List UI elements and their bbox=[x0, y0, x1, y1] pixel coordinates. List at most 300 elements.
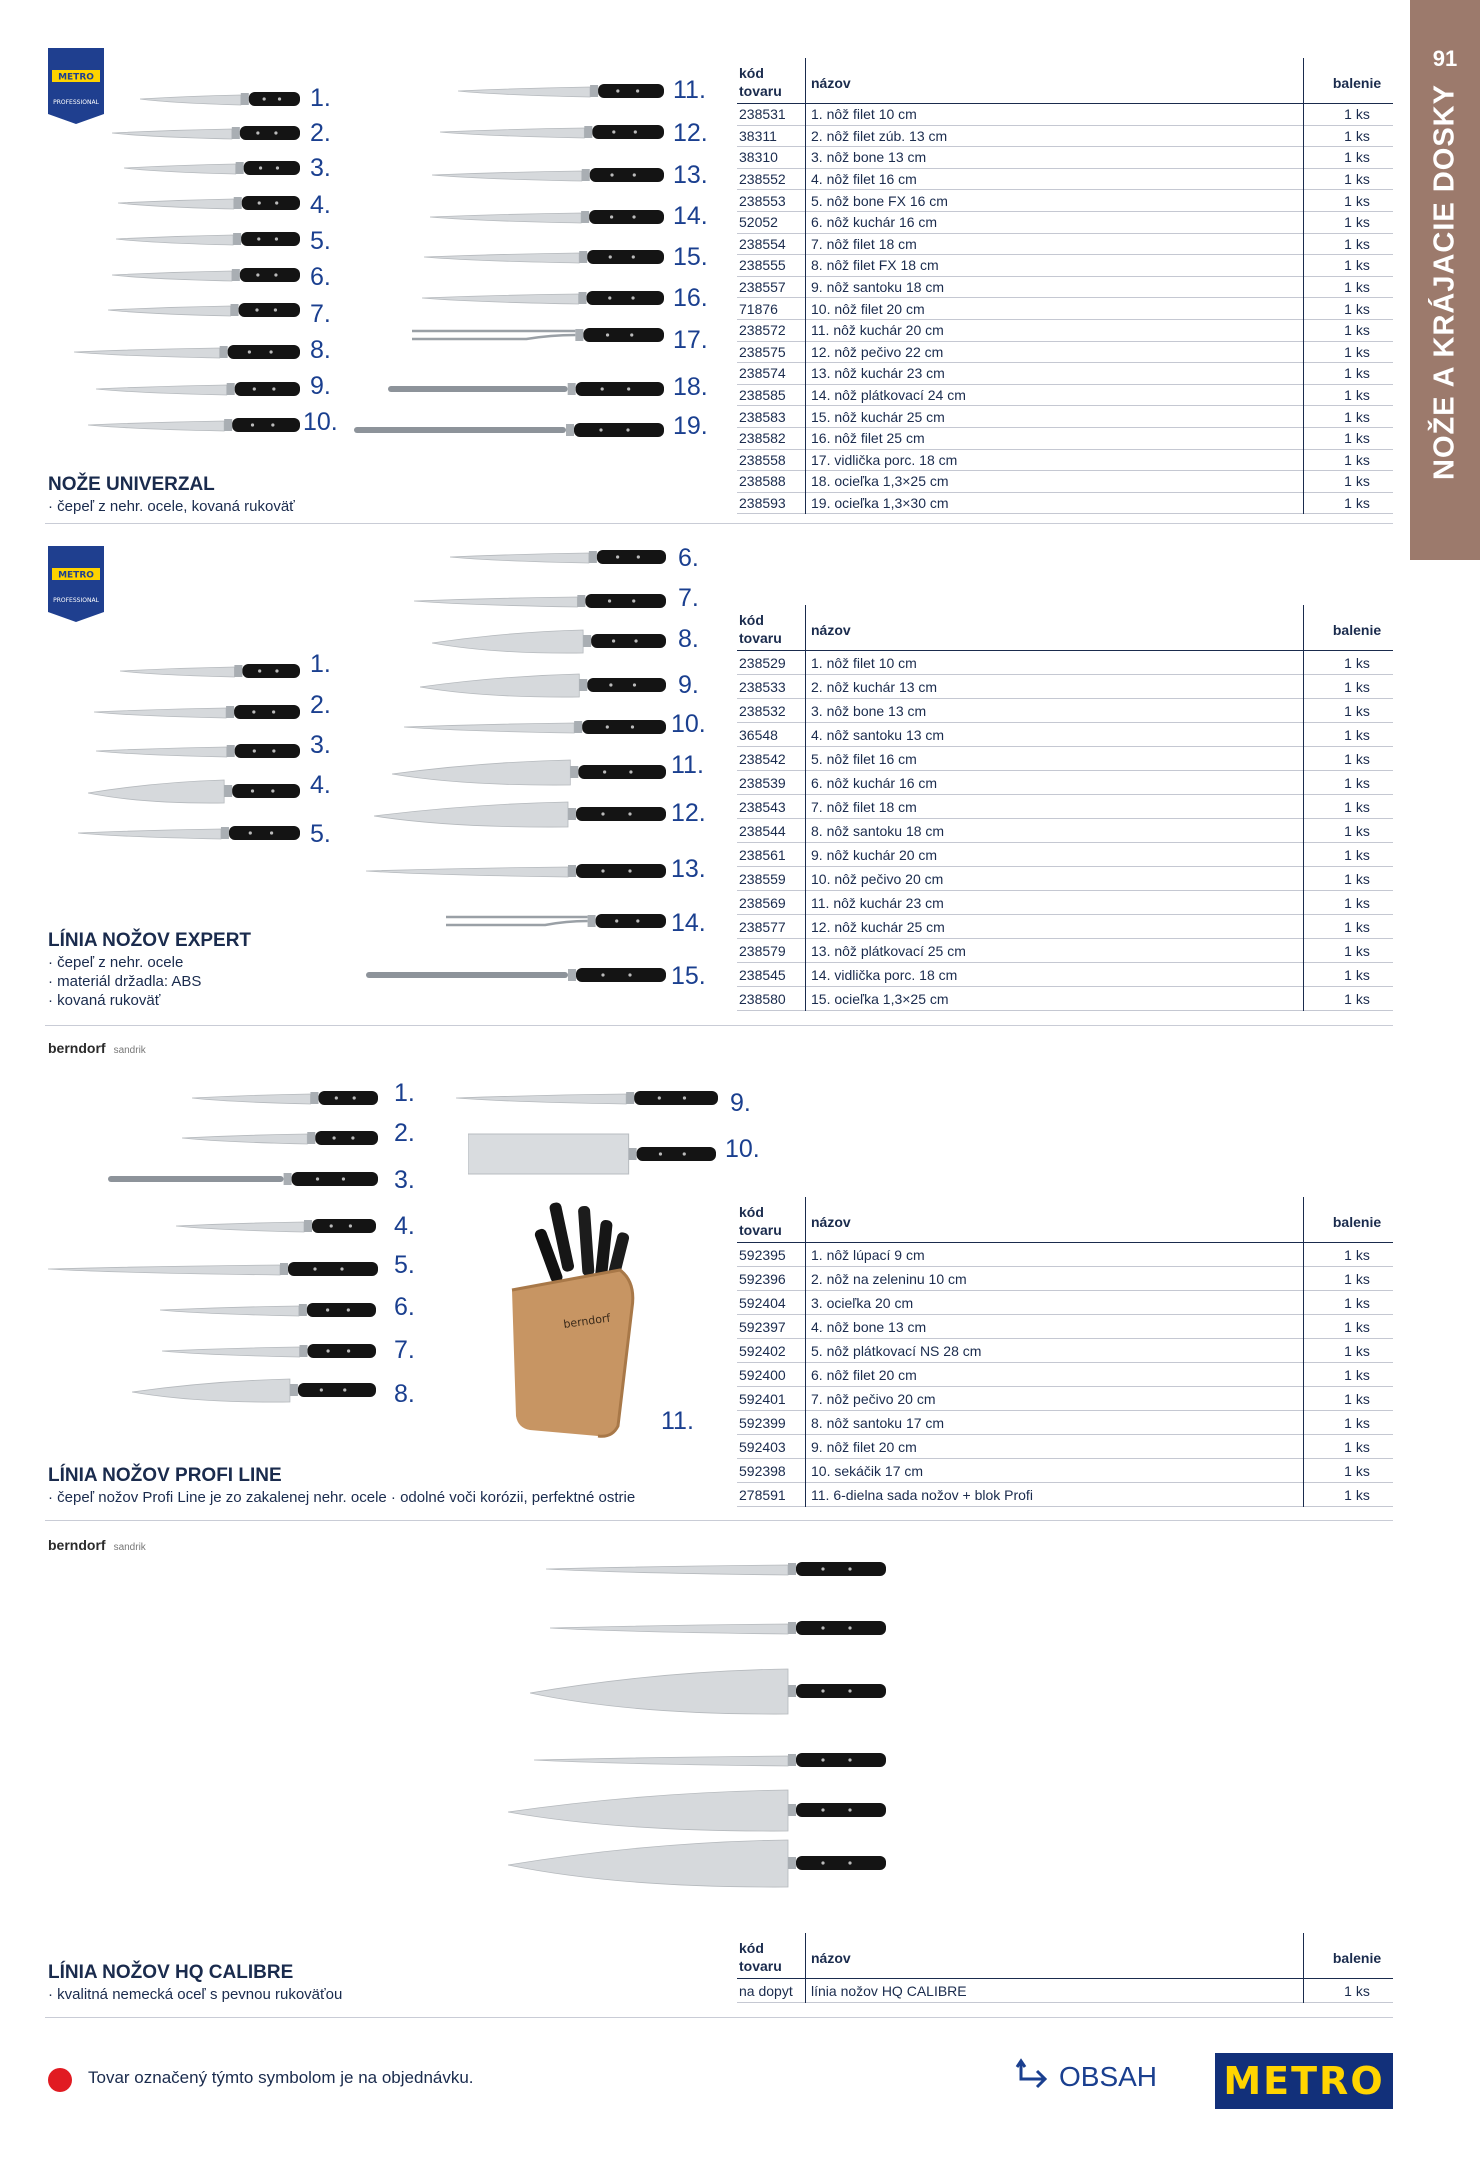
product-pack: 1 ks bbox=[1344, 149, 1370, 166]
item-number: 9. bbox=[678, 671, 699, 699]
table-row bbox=[737, 234, 1393, 256]
column-rule bbox=[805, 58, 806, 103]
item-number: 8. bbox=[678, 625, 699, 653]
product-code: 238588 bbox=[739, 473, 786, 490]
product-name: 6. nôž filet 20 cm bbox=[811, 1366, 917, 1383]
table-header bbox=[737, 1197, 1393, 1243]
product-name: 4. nôž santoku 13 cm bbox=[811, 726, 945, 743]
product-code: 238580 bbox=[739, 990, 786, 1007]
knife-image bbox=[456, 1087, 718, 1109]
item-number: 16. bbox=[673, 284, 708, 312]
product-code: 238558 bbox=[739, 451, 786, 468]
item-number: 3. bbox=[394, 1166, 415, 1194]
product-pack: 1 ks bbox=[1344, 279, 1370, 296]
product-pack: 1 ks bbox=[1344, 822, 1370, 839]
item-number: 15. bbox=[671, 962, 706, 990]
product-pack: 1 ks bbox=[1344, 473, 1370, 490]
product-pack: 1 ks bbox=[1344, 846, 1370, 863]
knife-image bbox=[120, 660, 300, 682]
product-code: 592399 bbox=[739, 1414, 786, 1431]
product-code: 592401 bbox=[739, 1390, 786, 1407]
product-code: 592398 bbox=[739, 1462, 786, 1479]
table-row bbox=[737, 891, 1393, 915]
item-number: 4. bbox=[310, 191, 331, 219]
product-pack: 1 ks bbox=[1344, 966, 1370, 983]
table-row bbox=[737, 298, 1393, 320]
table-header bbox=[737, 1933, 1393, 1979]
product-code: 238561 bbox=[739, 846, 786, 863]
item-number: 18. bbox=[673, 373, 708, 401]
footer-note: Tovar označený týmto symbolom je na objednávku. bbox=[88, 2068, 474, 2087]
section-title: NOŽE UNIVERZAL bbox=[48, 474, 215, 495]
item-number: 4. bbox=[310, 771, 331, 799]
section-divider bbox=[45, 1520, 1393, 1521]
knife-image bbox=[534, 1746, 886, 1774]
item-number: 17. bbox=[673, 326, 708, 354]
product-code: na dopyt bbox=[739, 1982, 793, 1999]
product-name: 11. nôž kuchár 23 cm bbox=[811, 894, 944, 911]
product-pack: 1 ks bbox=[1344, 702, 1370, 719]
product-code: 592395 bbox=[739, 1246, 786, 1263]
header-code: kód tovaru bbox=[739, 612, 782, 646]
product-name: 5. nôž plátkovací NS 28 cm bbox=[811, 1342, 982, 1359]
column-rule bbox=[1303, 1197, 1304, 1242]
product-code: 238585 bbox=[739, 387, 786, 404]
product-name: 5. nôž filet 16 cm bbox=[811, 750, 917, 767]
table-row bbox=[737, 190, 1393, 212]
header-pack: balenie bbox=[1332, 1214, 1382, 1230]
knife-image bbox=[422, 287, 664, 309]
chef-image bbox=[132, 1377, 376, 1403]
column-rule bbox=[805, 1933, 806, 1978]
section-bullets bbox=[48, 1985, 342, 2004]
svg-text:berndorf: berndorf bbox=[562, 1311, 612, 1331]
table-row bbox=[737, 147, 1393, 169]
product-name: 6. nôž kuchár 16 cm bbox=[811, 774, 938, 791]
column-rule bbox=[1303, 58, 1304, 103]
knife-image bbox=[108, 299, 300, 321]
item-number: 4. bbox=[394, 1212, 415, 1240]
product-pack: 1 ks bbox=[1344, 1414, 1370, 1431]
item-number: 2. bbox=[394, 1119, 415, 1147]
product-code: 238577 bbox=[739, 918, 786, 935]
table-row bbox=[737, 1459, 1393, 1483]
knife-image bbox=[162, 1340, 376, 1362]
item-number: 7. bbox=[678, 584, 699, 612]
product-pack: 1 ks bbox=[1344, 1294, 1370, 1311]
knife-image bbox=[432, 164, 664, 186]
table-header bbox=[737, 605, 1393, 651]
obsah-label: OBSAH bbox=[1059, 2061, 1158, 2092]
column-rule bbox=[1303, 651, 1304, 1011]
product-code: 238543 bbox=[739, 798, 786, 815]
table-row bbox=[737, 963, 1393, 987]
bullet: · kovaná rukoväť bbox=[48, 992, 161, 1009]
chef-image bbox=[508, 1788, 886, 1832]
product-pack: 1 ks bbox=[1344, 1982, 1370, 1999]
product-code: 238552 bbox=[739, 171, 786, 188]
product-code: 238544 bbox=[739, 822, 786, 839]
item-number: 5. bbox=[310, 227, 331, 255]
product-pack: 1 ks bbox=[1344, 171, 1370, 188]
header-name: názov bbox=[811, 1950, 851, 1966]
product-code: 38310 bbox=[739, 149, 778, 166]
product-code: 238579 bbox=[739, 942, 786, 959]
item-number: 2. bbox=[310, 691, 331, 719]
table-row bbox=[737, 915, 1393, 939]
berndorf-logo: berndorf sandrik bbox=[48, 1537, 146, 1553]
table-row bbox=[737, 428, 1393, 450]
table-row bbox=[737, 471, 1393, 493]
product-pack: 1 ks bbox=[1344, 365, 1370, 382]
table-row bbox=[737, 939, 1393, 963]
svg-text:PROFESSIONAL: PROFESSIONAL bbox=[53, 99, 99, 106]
knife-image bbox=[404, 716, 666, 738]
product-code: 238593 bbox=[739, 494, 786, 511]
column-rule bbox=[1303, 605, 1304, 650]
product-pack: 1 ks bbox=[1344, 1270, 1370, 1287]
product-pack: 1 ks bbox=[1344, 990, 1370, 1007]
header-code: kód tovaru bbox=[739, 1940, 782, 1974]
section-divider bbox=[45, 1025, 1393, 1026]
item-number: 11. bbox=[661, 1407, 694, 1435]
table-row bbox=[737, 843, 1393, 867]
product-name: 6. nôž kuchár 16 cm bbox=[811, 214, 938, 231]
table-row bbox=[737, 450, 1393, 472]
rod-image bbox=[388, 382, 664, 396]
table-header bbox=[737, 58, 1393, 104]
item-number: 6. bbox=[310, 263, 331, 291]
rod-image bbox=[366, 968, 666, 982]
column-rule bbox=[1303, 1979, 1304, 2003]
item-number: 9. bbox=[310, 372, 331, 400]
item-number: 5. bbox=[310, 820, 331, 848]
product-name: línia nožov HQ CALIBRE bbox=[811, 1982, 967, 1999]
table-row bbox=[737, 1979, 1393, 2003]
product-pack: 1 ks bbox=[1344, 1390, 1370, 1407]
table-row bbox=[737, 1435, 1393, 1459]
header-pack: balenie bbox=[1332, 1950, 1382, 1966]
column-rule bbox=[805, 651, 806, 1011]
column-rule bbox=[805, 1979, 806, 2003]
table-row bbox=[737, 406, 1393, 428]
knife-image bbox=[74, 341, 300, 363]
knife-image bbox=[88, 414, 300, 436]
table-row bbox=[737, 1411, 1393, 1435]
item-number: 10. bbox=[303, 408, 338, 436]
item-number: 9. bbox=[730, 1089, 751, 1117]
product-table-profi-line bbox=[737, 1197, 1393, 1507]
table-row bbox=[737, 1339, 1393, 1363]
item-number: 10. bbox=[671, 710, 706, 738]
product-table-univerzal bbox=[737, 58, 1393, 514]
product-name: 9. nôž santoku 18 cm bbox=[811, 279, 945, 296]
knife-image bbox=[96, 378, 300, 400]
product-code: 592404 bbox=[739, 1294, 786, 1311]
header-name: názov bbox=[811, 1214, 851, 1230]
column-rule bbox=[1303, 1243, 1304, 1507]
table-row bbox=[737, 675, 1393, 699]
item-number: 13. bbox=[673, 161, 708, 189]
section-bullets bbox=[48, 1488, 635, 1507]
product-name: 19. ocieľka 1,3×30 cm bbox=[811, 494, 949, 511]
order-symbol-dot bbox=[48, 2068, 72, 2092]
product-name: 15. nôž kuchár 25 cm bbox=[811, 408, 945, 425]
product-name: 17. vidlička porc. 18 cm bbox=[811, 451, 958, 468]
product-pack: 1 ks bbox=[1344, 1438, 1370, 1455]
knife-image bbox=[140, 88, 300, 110]
item-number: 7. bbox=[394, 1336, 415, 1364]
item-number: 6. bbox=[678, 544, 699, 572]
section-title: LÍNIA NOŽOV HQ CALIBRE bbox=[48, 1962, 294, 1983]
product-code: 592402 bbox=[739, 1342, 786, 1359]
column-rule bbox=[805, 1243, 806, 1507]
product-pack: 1 ks bbox=[1344, 678, 1370, 695]
product-table-expert bbox=[737, 605, 1393, 1011]
product-pack: 1 ks bbox=[1344, 870, 1370, 887]
knife-image bbox=[78, 822, 300, 844]
product-table-hq-calibre bbox=[737, 1933, 1393, 2003]
header-code: kód tovaru bbox=[739, 1204, 782, 1238]
item-number: 3. bbox=[310, 154, 331, 182]
product-code: 238557 bbox=[739, 279, 786, 296]
product-name: 15. ocieľka 1,3×25 cm bbox=[811, 990, 949, 1007]
chef-image bbox=[432, 628, 666, 654]
product-pack: 1 ks bbox=[1344, 106, 1370, 123]
product-name: 10. nôž filet 20 cm bbox=[811, 300, 925, 317]
table-row bbox=[737, 126, 1393, 148]
product-name: 3. ocieľka 20 cm bbox=[811, 1294, 914, 1311]
product-name: 11. 6-dielna sada nožov + blok Profi bbox=[811, 1486, 1033, 1503]
table-row bbox=[737, 277, 1393, 299]
product-name: 1. nôž filet 10 cm bbox=[811, 654, 917, 671]
product-pack: 1 ks bbox=[1344, 1366, 1370, 1383]
knife-image bbox=[458, 80, 664, 102]
table-row bbox=[737, 255, 1393, 277]
fork-image bbox=[412, 328, 664, 342]
product-code: 238555 bbox=[739, 257, 786, 274]
product-code: 238559 bbox=[739, 870, 786, 887]
product-code: 238574 bbox=[739, 365, 786, 382]
item-number: 7. bbox=[310, 300, 331, 328]
header-code: kód tovaru bbox=[739, 65, 782, 99]
chef-image bbox=[530, 1667, 886, 1715]
product-name: 3. nôž bone 13 cm bbox=[811, 702, 927, 719]
product-pack: 1 ks bbox=[1344, 750, 1370, 767]
product-pack: 1 ks bbox=[1344, 798, 1370, 815]
svg-text:METRO: METRO bbox=[58, 570, 94, 581]
table-row bbox=[737, 723, 1393, 747]
table-row bbox=[737, 1315, 1393, 1339]
svg-text:PROFESSIONAL: PROFESSIONAL bbox=[53, 597, 99, 604]
item-number: 6. bbox=[394, 1293, 415, 1321]
product-name: 1. nôž filet 10 cm bbox=[811, 106, 917, 123]
product-pack: 1 ks bbox=[1344, 774, 1370, 791]
product-name: 5. nôž bone FX 16 cm bbox=[811, 192, 948, 209]
item-number: 11. bbox=[671, 751, 704, 779]
bullet: · čepeľ z nehr. ocele bbox=[48, 954, 184, 971]
table-row bbox=[737, 651, 1393, 675]
header-pack: balenie bbox=[1332, 622, 1382, 638]
product-pack: 1 ks bbox=[1344, 408, 1370, 425]
product-code: 238531 bbox=[739, 106, 786, 123]
table-row bbox=[737, 771, 1393, 795]
product-code: 238583 bbox=[739, 408, 786, 425]
table-row bbox=[737, 493, 1393, 515]
berndorf-logo: berndorf sandrik bbox=[48, 1040, 146, 1056]
product-pack: 1 ks bbox=[1344, 918, 1370, 935]
product-name: 14. nôž plátkovací 24 cm bbox=[811, 387, 966, 404]
section-divider bbox=[45, 523, 1393, 524]
knife-image bbox=[118, 192, 300, 214]
product-code: 238554 bbox=[739, 235, 786, 252]
product-code: 592396 bbox=[739, 1270, 786, 1287]
product-pack: 1 ks bbox=[1344, 1462, 1370, 1479]
rod-image bbox=[108, 1172, 378, 1186]
column-rule bbox=[1303, 104, 1304, 514]
product-name: 9. nôž kuchár 20 cm bbox=[811, 846, 938, 863]
table-row bbox=[737, 747, 1393, 771]
rod-image bbox=[354, 423, 664, 437]
column-rule bbox=[805, 605, 806, 650]
knife-image bbox=[112, 264, 300, 286]
header-name: názov bbox=[811, 75, 851, 91]
product-name: 7. nôž filet 18 cm bbox=[811, 235, 917, 252]
knife-image bbox=[366, 860, 666, 882]
chef-image bbox=[392, 758, 666, 786]
product-code: 592403 bbox=[739, 1438, 786, 1455]
product-name: 2. nôž kuchár 13 cm bbox=[811, 678, 938, 695]
product-pack: 1 ks bbox=[1344, 214, 1370, 231]
chef-image bbox=[374, 800, 666, 828]
item-number: 14. bbox=[671, 909, 706, 937]
product-name: 18. ocieľka 1,3×25 cm bbox=[811, 473, 949, 490]
product-name: 8. nôž filet FX 18 cm bbox=[811, 257, 939, 274]
product-pack: 1 ks bbox=[1344, 343, 1370, 360]
item-number: 19. bbox=[673, 412, 708, 440]
bullet: · čepeľ nožov Profi Line je zo zakalenej nehr. ocele · odolné voči korózii, perfektné ostrie bbox=[48, 1489, 636, 1506]
product-pack: 1 ks bbox=[1344, 1486, 1370, 1503]
section-title: LÍNIA NOŽOV PROFI LINE bbox=[48, 1465, 282, 1486]
product-pack: 1 ks bbox=[1344, 322, 1370, 339]
item-number: 8. bbox=[310, 336, 331, 364]
table-row bbox=[737, 363, 1393, 385]
product-name: 4. nôž filet 16 cm bbox=[811, 171, 917, 188]
product-pack: 1 ks bbox=[1344, 654, 1370, 671]
product-name: 7. nôž pečivo 20 cm bbox=[811, 1390, 936, 1407]
product-code: 238539 bbox=[739, 774, 786, 791]
product-code: 238542 bbox=[739, 750, 786, 767]
product-pack: 1 ks bbox=[1344, 257, 1370, 274]
product-name: 3. nôž bone 13 cm bbox=[811, 149, 927, 166]
item-number: 1. bbox=[394, 1079, 415, 1107]
column-rule bbox=[1303, 1933, 1304, 1978]
table-row bbox=[737, 1387, 1393, 1411]
product-pack: 1 ks bbox=[1344, 1342, 1370, 1359]
section-divider bbox=[45, 2017, 1393, 2018]
item-number: 10. bbox=[725, 1135, 760, 1163]
product-pack: 1 ks bbox=[1344, 1318, 1370, 1335]
product-name: 11. nôž kuchár 20 cm bbox=[811, 322, 944, 339]
table-row bbox=[737, 212, 1393, 234]
item-number: 1. bbox=[310, 84, 331, 112]
product-pack: 1 ks bbox=[1344, 1246, 1370, 1263]
section-title: LÍNIA NOŽOV EXPERT bbox=[48, 930, 252, 951]
product-name: 2. nôž filet zúb. 13 cm bbox=[811, 127, 948, 144]
knife-image bbox=[96, 740, 300, 762]
bullet: · kvalitná nemecká oceľ s pevnou rukoväťou bbox=[48, 1986, 343, 2003]
table-row bbox=[737, 1267, 1393, 1291]
product-name: 10. nôž pečivo 20 cm bbox=[811, 870, 944, 887]
product-code: 238575 bbox=[739, 343, 786, 360]
product-pack: 1 ks bbox=[1344, 235, 1370, 252]
item-number: 11. bbox=[673, 76, 706, 104]
knife-image bbox=[176, 1215, 376, 1237]
product-name: 7. nôž filet 18 cm bbox=[811, 798, 917, 815]
item-number: 3. bbox=[310, 731, 331, 759]
section-bullets bbox=[48, 953, 201, 1010]
product-code: 36548 bbox=[739, 726, 778, 743]
metro-logo: METRO bbox=[1215, 2053, 1393, 2109]
product-pack: 1 ks bbox=[1344, 494, 1370, 511]
product-code: 238545 bbox=[739, 966, 786, 983]
knife-image bbox=[424, 246, 664, 268]
table-row bbox=[737, 342, 1393, 364]
product-name: 2. nôž na zeleninu 10 cm bbox=[811, 1270, 967, 1287]
product-pack: 1 ks bbox=[1344, 430, 1370, 447]
product-code: 278591 bbox=[739, 1486, 786, 1503]
knife-image bbox=[440, 121, 664, 143]
product-pack: 1 ks bbox=[1344, 942, 1370, 959]
knife-image bbox=[414, 590, 666, 612]
item-number: 12. bbox=[671, 799, 706, 827]
product-pack: 1 ks bbox=[1344, 451, 1370, 468]
product-name: 8. nôž santoku 18 cm bbox=[811, 822, 945, 839]
product-pack: 1 ks bbox=[1344, 726, 1370, 743]
table-row bbox=[737, 699, 1393, 723]
product-name: 12. nôž kuchár 25 cm bbox=[811, 918, 945, 935]
product-code: 238572 bbox=[739, 322, 786, 339]
product-pack: 1 ks bbox=[1344, 300, 1370, 317]
knife-image bbox=[546, 1555, 886, 1583]
table-row bbox=[737, 987, 1393, 1011]
product-name: 4. nôž bone 13 cm bbox=[811, 1318, 927, 1335]
product-name: 13. nôž kuchár 23 cm bbox=[811, 365, 945, 382]
header-pack: balenie bbox=[1332, 75, 1382, 91]
column-rule bbox=[805, 104, 806, 514]
product-code: 238569 bbox=[739, 894, 786, 911]
product-code: 238582 bbox=[739, 430, 786, 447]
product-code: 38311 bbox=[739, 127, 777, 144]
column-rule bbox=[805, 1197, 806, 1242]
product-name: 10. sekáčik 17 cm bbox=[811, 1462, 924, 1479]
product-pack: 1 ks bbox=[1344, 192, 1370, 209]
metro-professional-badge bbox=[48, 546, 104, 622]
knife-image bbox=[116, 228, 300, 250]
cleaver-image bbox=[468, 1132, 716, 1176]
fork-image bbox=[446, 914, 666, 928]
item-number: 14. bbox=[673, 202, 708, 230]
knife-image bbox=[192, 1087, 378, 1109]
knife-image bbox=[94, 701, 300, 723]
product-code: 592400 bbox=[739, 1366, 786, 1383]
table-row bbox=[737, 795, 1393, 819]
knife-image bbox=[450, 546, 666, 568]
obsah-link[interactable] bbox=[1015, 2057, 1157, 2097]
bullet: · čepeľ z nehr. ocele, kovaná rukoväť bbox=[48, 498, 295, 515]
table-row bbox=[737, 867, 1393, 891]
product-name: 14. vidlička porc. 18 cm bbox=[811, 966, 958, 983]
